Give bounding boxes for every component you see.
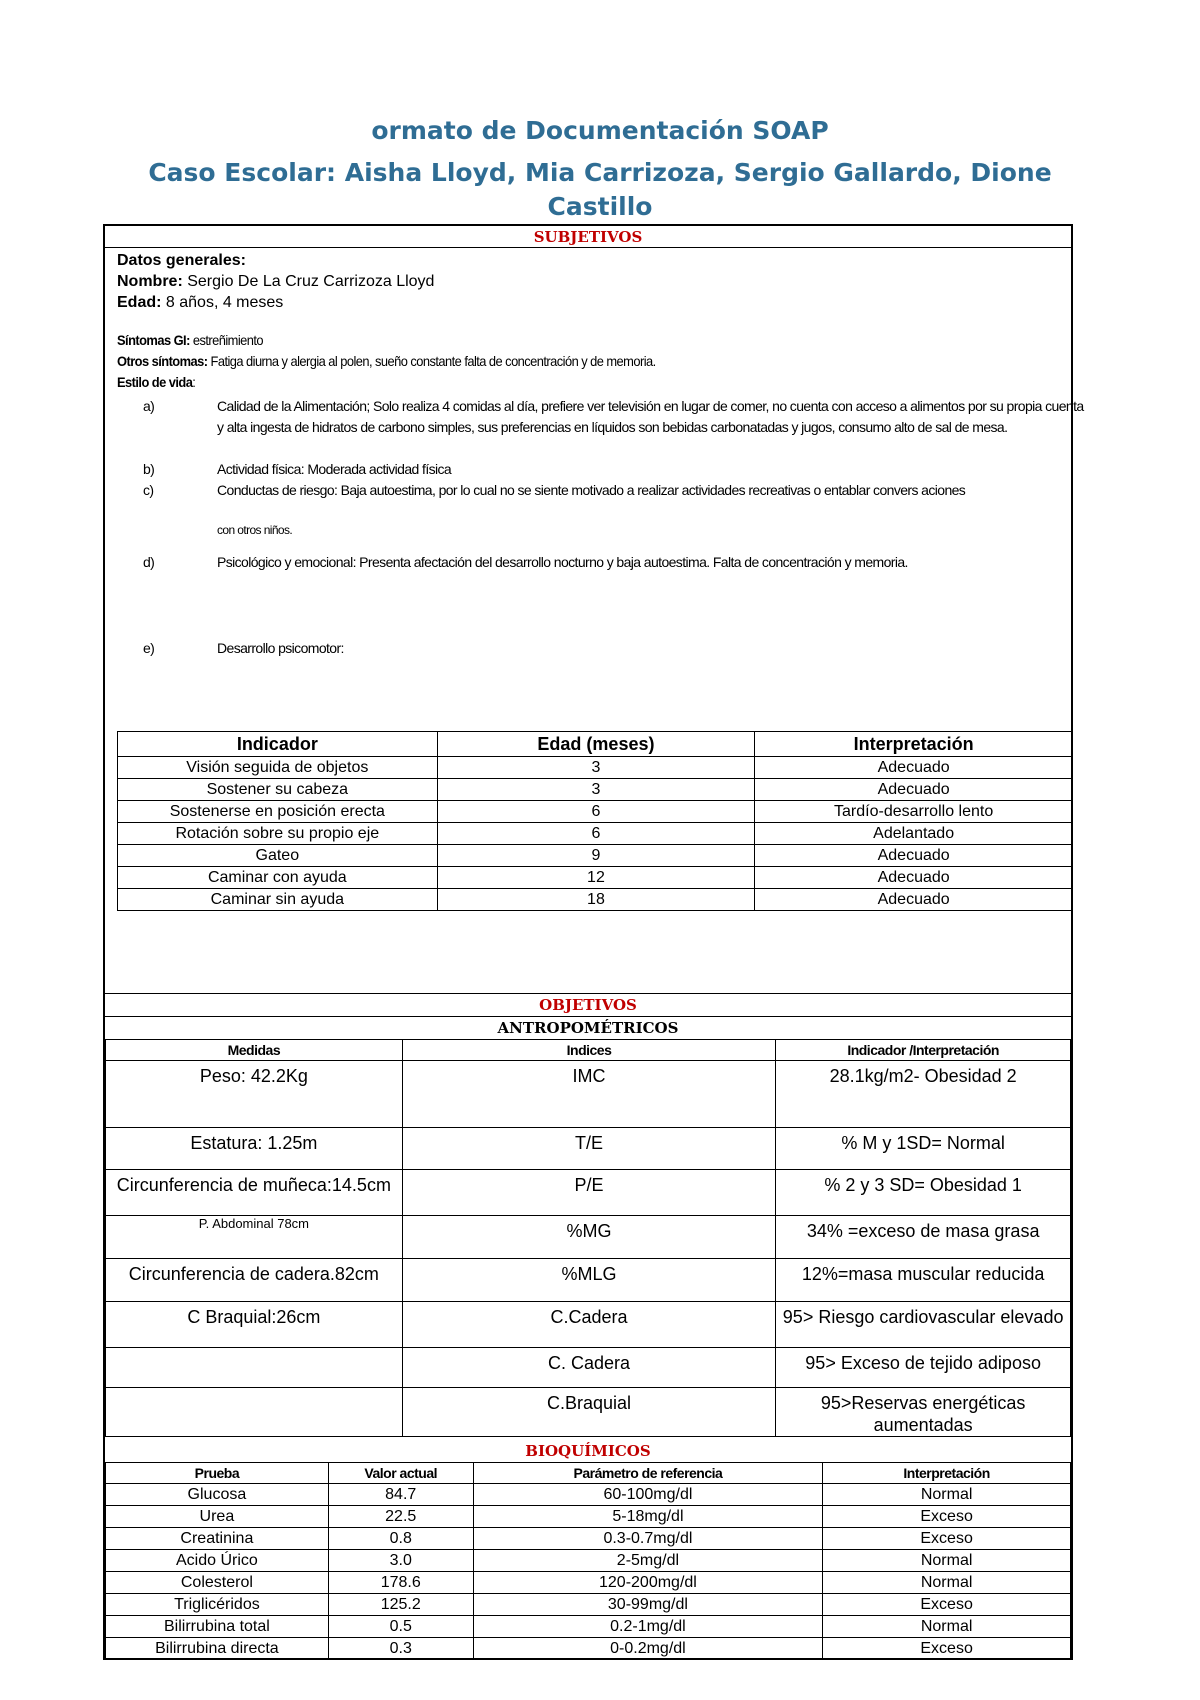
- table-cell: 12: [437, 867, 755, 889]
- table-cell: 6: [437, 801, 755, 823]
- nombre-label: Nombre:: [117, 273, 183, 290]
- estilo-label: Estilo de vida: [117, 374, 193, 390]
- document-subtitle: Caso Escolar: Aisha Lloyd, Mia Carrizoza, Sergio Gallardo, Dione Castillo: [148, 158, 1052, 221]
- table-cell: Visión seguida de objetos: [118, 757, 438, 779]
- table-cell: Sostenerse en posición erecta: [118, 801, 438, 823]
- edad-line: [117, 292, 1067, 313]
- table-cell: 22.5: [328, 1506, 473, 1528]
- item-text: con otros niños.: [217, 523, 293, 537]
- table-cell: 0.2-1mg/dl: [473, 1616, 823, 1638]
- edad-value: 8 años, 4 meses: [161, 294, 284, 311]
- item-text: Psicológico y emocional: Presenta afectación del desarrollo nocturno y baja autoestima. Falta de concentración y memoria.: [217, 554, 908, 570]
- table-row: [106, 1550, 1071, 1572]
- table-header-row: [106, 1040, 1071, 1061]
- table-cell: Circunferencia de cadera.82cm: [106, 1259, 403, 1302]
- table-row: [118, 757, 1073, 779]
- table-cell: Creatinina: [106, 1528, 329, 1550]
- col-header: Interpretación: [823, 1463, 1071, 1484]
- table-cell: IMC: [402, 1061, 776, 1128]
- table-cell: 2-5mg/dl: [473, 1550, 823, 1572]
- table-cell: 12%=masa muscular reducida: [776, 1259, 1071, 1302]
- table-cell: 95>Reservas energéticas aumentadas: [776, 1388, 1071, 1437]
- item-text: Conductas de riesgo: Baja autoestima, por lo cual no se siente motivado a realizar actividades recreativas o entablar convers aciones: [217, 482, 966, 498]
- table-cell: Adecuado: [755, 889, 1073, 911]
- table-cell: Colesterol: [106, 1572, 329, 1594]
- table-cell: 18: [437, 889, 755, 911]
- table-row: [106, 1128, 1071, 1170]
- table-cell: Bilirrubina total: [106, 1616, 329, 1638]
- col-header: Indices: [402, 1040, 776, 1061]
- table-row: [118, 845, 1073, 867]
- table-cell: [106, 1348, 403, 1388]
- table-cell: Estatura: 1.25m: [106, 1128, 403, 1170]
- datos-label: Datos generales:: [117, 252, 246, 269]
- table-row: [106, 1616, 1071, 1638]
- table-cell: 28.1kg/m2- Obesidad 2: [776, 1061, 1071, 1128]
- item-label: e): [143, 640, 155, 656]
- item-text: Calidad de la Alimentación; Solo realiza 4 comidas al día, prefiere ver televisión en lugar de comer, no cuenta con acceso a alimentos por su propia cuenta y alta ingesta de hidratos de carbono simples, sus preferencias en líquidos son bebidas carbonatadas y jugos, consumo alto de sal de mesa.: [217, 398, 1084, 435]
- col-header: Medidas: [106, 1040, 403, 1061]
- table-cell: 125.2: [328, 1594, 473, 1616]
- table-cell: 0.3-0.7mg/dl: [473, 1528, 823, 1550]
- table-cell: % M y 1SD= Normal: [776, 1128, 1071, 1170]
- estilo-colon: :: [192, 374, 196, 390]
- table-cell: Adelantado: [755, 823, 1073, 845]
- divider: [105, 247, 1071, 248]
- sintomas-line: [117, 330, 991, 351]
- soap-frame: [103, 224, 1084, 1660]
- table-row: [106, 1388, 1071, 1437]
- document-title: ormato de Documentación SOAP: [371, 116, 829, 145]
- table-cell: Bilirrubina directa: [106, 1638, 329, 1660]
- table-cell: [106, 1388, 403, 1437]
- table-cell: Normal: [823, 1484, 1071, 1506]
- table-row: [106, 1348, 1071, 1388]
- table-cell: % 2 y 3 SD= Obesidad 1: [776, 1170, 1071, 1216]
- sintomas-value: estreñimiento: [189, 332, 263, 348]
- edad-label: Edad:: [117, 294, 162, 311]
- table-cell: 60-100mg/dl: [473, 1484, 823, 1506]
- table-cell: C.Cadera: [402, 1302, 776, 1348]
- table-row: [118, 801, 1073, 823]
- table-cell: 0.8: [328, 1528, 473, 1550]
- table-cell: Exceso: [823, 1528, 1071, 1550]
- psychomotor-table: [117, 731, 1073, 911]
- table-row: [106, 1638, 1071, 1660]
- table-cell: 84.7: [328, 1484, 473, 1506]
- table-row: [118, 889, 1073, 911]
- table-row: [106, 1259, 1071, 1302]
- table-cell: Urea: [106, 1506, 329, 1528]
- table-cell: 120-200mg/dl: [473, 1572, 823, 1594]
- table-cell: P/E: [402, 1170, 776, 1216]
- antropometricos-heading: ANTROPOMÉTRICOS: [497, 1019, 679, 1037]
- table-cell: Adecuado: [755, 779, 1073, 801]
- table-row: [106, 1216, 1071, 1259]
- table-cell: Circunferencia de muñeca:14.5cm: [106, 1170, 403, 1216]
- table-row: [106, 1484, 1071, 1506]
- table-cell: Adecuado: [755, 757, 1073, 779]
- table-row: [118, 779, 1073, 801]
- item-label: d): [143, 554, 155, 570]
- item-label: c): [143, 482, 154, 498]
- table-cell: Adecuado: [755, 867, 1073, 889]
- table-cell: 3: [437, 779, 755, 801]
- table-header-row: [106, 1463, 1071, 1484]
- table-cell: Exceso: [823, 1506, 1071, 1528]
- table-row: [106, 1528, 1071, 1550]
- table-cell: 95> Riesgo cardiovascular elevado: [776, 1302, 1071, 1348]
- biochemical-table: [105, 1462, 1071, 1660]
- table-cell: Rotación sobre su propio eje: [118, 823, 438, 845]
- table-row: [118, 823, 1073, 845]
- table-cell: C.Braquial: [402, 1388, 776, 1437]
- table-header-row: [118, 732, 1073, 757]
- item-text: Actividad física: Moderada actividad física: [217, 461, 452, 477]
- sintomas-label: Síntomas GI:: [117, 332, 190, 348]
- item-label: b): [143, 461, 155, 477]
- estilo-line: [117, 372, 991, 393]
- table-cell: Adecuado: [755, 845, 1073, 867]
- nombre-line: [117, 271, 1067, 292]
- subjetivos-block: [117, 250, 1067, 393]
- otros-label: Otros síntomas:: [117, 353, 208, 369]
- table-row: [106, 1506, 1071, 1528]
- datos-generales: [117, 250, 1067, 271]
- table-cell: Glucosa: [106, 1484, 329, 1506]
- anthropometric-table: [105, 1039, 1071, 1437]
- table-cell: 95> Exceso de tejido adiposo: [776, 1348, 1071, 1388]
- table-cell: 0.3: [328, 1638, 473, 1660]
- table-cell: 34% =exceso de masa grasa: [776, 1216, 1071, 1259]
- col-header: Indicador: [118, 732, 438, 757]
- col-header: Indicador /Interpretación: [776, 1040, 1071, 1061]
- table-cell: %MG: [402, 1216, 776, 1259]
- table-row: [106, 1302, 1071, 1348]
- col-header: Prueba: [106, 1463, 329, 1484]
- table-row: [106, 1061, 1071, 1128]
- objetivos-heading: OBJETIVOS: [539, 996, 637, 1014]
- table-cell: Acido Úrico: [106, 1550, 329, 1572]
- table-cell: C Braquial:26cm: [106, 1302, 403, 1348]
- bioquimicos-heading: BIOQUÍMICOS: [525, 1442, 651, 1460]
- table-cell: Peso: 42.2Kg: [106, 1061, 403, 1128]
- otros-line: [117, 351, 991, 372]
- table-cell: 178.6: [328, 1572, 473, 1594]
- otros-value: Fatiga diurna y alergia al polen, sueño constante falta de concentración y de memoria.: [207, 353, 656, 369]
- table-cell: 0.5: [328, 1616, 473, 1638]
- table-row: [118, 867, 1073, 889]
- table-cell: %MLG: [402, 1259, 776, 1302]
- col-header: Parámetro de referencia: [473, 1463, 823, 1484]
- table-cell: Exceso: [823, 1594, 1071, 1616]
- table-cell: Sostener su cabeza: [118, 779, 438, 801]
- table-cell: Exceso: [823, 1638, 1071, 1660]
- table-cell: 3.0: [328, 1550, 473, 1572]
- table-row: [106, 1594, 1071, 1616]
- table-cell: Caminar con ayuda: [118, 867, 438, 889]
- table-cell: 0-0.2mg/dl: [473, 1638, 823, 1660]
- subjetivos-heading: SUBJETIVOS: [533, 228, 643, 246]
- table-cell: 5-18mg/dl: [473, 1506, 823, 1528]
- table-cell: Gateo: [118, 845, 438, 867]
- table-cell: 6: [437, 823, 755, 845]
- table-row: [106, 1170, 1071, 1216]
- nombre-value: Sergio De La Cruz Carrizoza Lloyd: [182, 273, 435, 290]
- col-header: Interpretación: [755, 732, 1073, 757]
- table-cell: Tardío-desarrollo lento: [755, 801, 1073, 823]
- table-row: [106, 1572, 1071, 1594]
- table-cell: 3: [437, 757, 755, 779]
- item-label: a): [143, 398, 155, 414]
- item-text: Desarrollo psicomotor:: [217, 640, 344, 656]
- table-cell: 30-99mg/dl: [473, 1594, 823, 1616]
- table-cell: Triglicéridos: [106, 1594, 329, 1616]
- table-cell: P. Abdominal 78cm: [106, 1216, 403, 1259]
- table-cell: Caminar sin ayuda: [118, 889, 438, 911]
- col-header: Valor actual: [328, 1463, 473, 1484]
- table-cell: Normal: [823, 1572, 1071, 1594]
- table-cell: Normal: [823, 1616, 1071, 1638]
- table-cell: C. Cadera: [402, 1348, 776, 1388]
- table-cell: Normal: [823, 1550, 1071, 1572]
- table-cell: T/E: [402, 1128, 776, 1170]
- table-cell: 9: [437, 845, 755, 867]
- col-header: Edad (meses): [437, 732, 755, 757]
